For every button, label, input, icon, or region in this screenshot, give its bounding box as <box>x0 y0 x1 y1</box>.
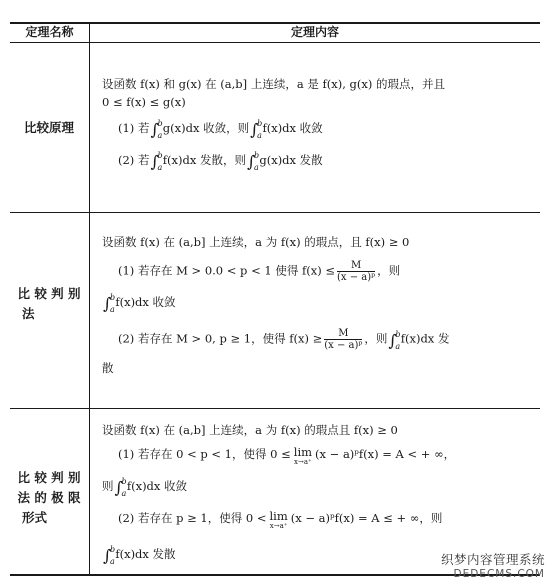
row1-l3-b: g(x)dx 收敛，则 <box>162 121 250 135</box>
row3-name-line2: 法 的 极 限 <box>17 490 81 505</box>
row3-line1: 设函数 f(x) 在 (a,b] 上连续，a 为 f(x) 的瑕点且 f(x) ≥ 0 <box>102 423 398 437</box>
row1-line4 <box>118 152 323 170</box>
integral-sign: ∫ b a <box>388 329 401 351</box>
row2-line3 <box>102 294 176 312</box>
row3-l2-b: (x − a)ᵖf(x) = A < + ∞， <box>315 447 456 461</box>
row3-line4 <box>118 510 442 530</box>
row2-line1: 设函数 f(x) 在 (a,b] 上连续，a 为 f(x) 的瑕点，且 f(x) ≥ 0 <box>102 235 410 249</box>
limit-operator: lim x→a⁺ <box>269 509 288 530</box>
row2-l4-a: (2) 若存在 M > 0, p ≥ 1，使得 f(x) ≥ <box>118 331 323 346</box>
watermark-line1: 织梦内容管理系统 <box>440 552 545 567</box>
row2-l4-b: ，则 <box>364 331 388 346</box>
row3-name-line3: 形式 <box>22 510 48 525</box>
row1-l4-b: f(x)dx 发散，则 <box>162 153 247 167</box>
row2-name-line1: 比 较 判 别 <box>17 286 81 301</box>
row2-name-line2: 法 <box>22 306 35 321</box>
row3-l3-a: 则 <box>102 479 114 493</box>
row2-line2 <box>118 260 400 283</box>
row2-l3-a: f(x)dx 收敛 <box>115 295 176 309</box>
row1-name: 比较原理 <box>23 120 74 135</box>
theorem-table <box>10 22 540 576</box>
fraction: $\frac{M}{\text{(x − a)ᵖ}}$ <box>337 260 376 283</box>
row1-line3 <box>118 120 323 138</box>
header-content: 定理内容 <box>290 25 339 39</box>
row2-name <box>10 284 88 324</box>
row2-l2-a: (1) 若存在 M > 0.0 < p < 1 使得 f(x) ≤ <box>118 263 336 278</box>
row3-line2 <box>118 446 455 466</box>
row1-l4-c: g(x)dx 发散 <box>259 153 323 167</box>
row3-l5-a: f(x)dx 发散 <box>115 547 176 561</box>
row3-name <box>10 468 88 528</box>
row3-l4-b: (x − a)ᵖf(x) = A ≤ + ∞，则 <box>290 511 443 525</box>
row3-line3 <box>102 478 187 496</box>
row2-line5: 散 <box>102 361 114 375</box>
row2-line4 <box>118 328 449 351</box>
row1-l3-c: f(x)dx 收敛 <box>262 121 323 135</box>
row1-line1: 设函数 f(x) 和 g(x) 在 (a,b] 上连续，a 是 f(x), g(x) 的瑕点，并且 <box>102 77 445 91</box>
integral-sign: ∫ b a <box>114 477 127 498</box>
integral-sign: ∫ b a <box>250 119 263 140</box>
row1-l4-a: (2) 若 <box>118 153 150 167</box>
integral-sign: ∫ b a <box>103 545 116 566</box>
row3-l2-a: (1) 若存在 0 < p < 1，使得 0 ≤ <box>118 447 291 461</box>
row2-l2-b: ，则 <box>377 263 401 278</box>
row2-l4-c: f(x)dx 发 <box>400 331 450 346</box>
row3-name-line1: 比 较 判 别 <box>17 470 81 485</box>
row3-line5 <box>102 546 176 564</box>
row1-line2: 0 ≤ f(x) ≤ g(x) <box>102 95 186 109</box>
watermark-line2: DEDECMS.COM <box>453 568 545 580</box>
integral-sign: ∫ b a <box>150 119 163 140</box>
fraction: $\frac{M}{\text{(x − a)ᵖ}}$ <box>324 328 363 351</box>
integral-sign: ∫ b a <box>103 293 116 314</box>
row3-l4-a: (2) 若存在 p ≥ 1，使得 0 < <box>118 511 267 525</box>
watermark <box>441 550 545 580</box>
header-name: 定理名称 <box>25 25 74 39</box>
row1-l3-a: (1) 若 <box>118 121 150 135</box>
row3-l3-b: f(x)dx 收敛 <box>126 479 188 493</box>
limit-operator: lim x→a⁺ <box>293 445 313 466</box>
integral-sign: ∫ b a <box>247 151 260 172</box>
integral-sign: ∫ b a <box>150 151 163 172</box>
column-divider <box>89 22 90 576</box>
